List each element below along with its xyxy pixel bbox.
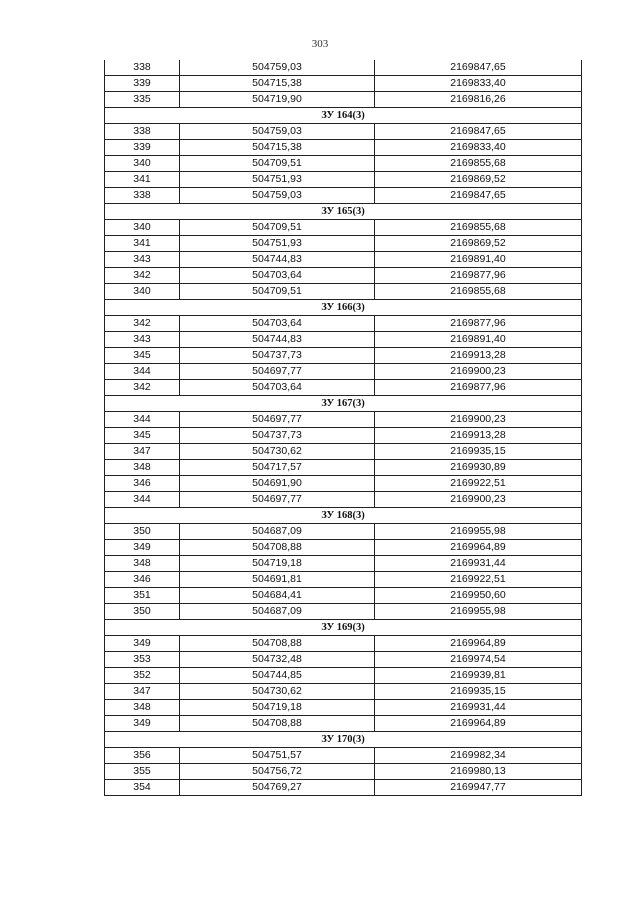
point-number-cell: 340 [105, 284, 180, 300]
y-coordinate-cell: 2169935,15 [375, 444, 582, 460]
point-number-cell: 355 [105, 764, 180, 780]
point-number-cell: 346 [105, 476, 180, 492]
section-header-row [105, 620, 582, 636]
section-title: ЗУ 167(3) [105, 396, 582, 412]
y-coordinate-cell: 2169930,89 [375, 460, 582, 476]
table-row [105, 316, 582, 332]
x-coordinate-cell: 504737,73 [180, 348, 375, 364]
table-row [105, 380, 582, 396]
y-coordinate-cell: 2169913,28 [375, 428, 582, 444]
table-row [105, 140, 582, 156]
x-coordinate-cell: 504708,88 [180, 636, 375, 652]
coordinates-table [104, 60, 582, 796]
x-coordinate-cell: 504709,51 [180, 156, 375, 172]
point-number-cell: 348 [105, 460, 180, 476]
table-row [105, 748, 582, 764]
y-coordinate-cell: 2169855,68 [375, 220, 582, 236]
x-coordinate-cell: 504719,18 [180, 556, 375, 572]
point-number-cell: 347 [105, 684, 180, 700]
table-row [105, 364, 582, 380]
point-number-cell: 349 [105, 716, 180, 732]
x-coordinate-cell: 504717,57 [180, 460, 375, 476]
y-coordinate-cell: 2169974,54 [375, 652, 582, 668]
point-number-cell: 354 [105, 780, 180, 796]
point-number-cell: 345 [105, 428, 180, 444]
point-number-cell: 344 [105, 492, 180, 508]
y-coordinate-cell: 2169869,52 [375, 236, 582, 252]
point-number-cell: 339 [105, 76, 180, 92]
table-row [105, 412, 582, 428]
table-row [105, 444, 582, 460]
section-title: ЗУ 166(3) [105, 300, 582, 316]
x-coordinate-cell: 504759,03 [180, 60, 375, 76]
point-number-cell: 349 [105, 636, 180, 652]
y-coordinate-cell: 2169900,23 [375, 412, 582, 428]
x-coordinate-cell: 504737,73 [180, 428, 375, 444]
point-number-cell: 338 [105, 188, 180, 204]
point-number-cell: 341 [105, 172, 180, 188]
table-row [105, 348, 582, 364]
point-number-cell: 347 [105, 444, 180, 460]
point-number-cell: 346 [105, 572, 180, 588]
y-coordinate-cell: 2169964,89 [375, 636, 582, 652]
point-number-cell: 349 [105, 540, 180, 556]
table-row [105, 236, 582, 252]
x-coordinate-cell: 504708,88 [180, 716, 375, 732]
x-coordinate-cell: 504719,90 [180, 92, 375, 108]
point-number-cell: 348 [105, 700, 180, 716]
table-row [105, 684, 582, 700]
table-row [105, 60, 582, 76]
table-row [105, 764, 582, 780]
point-number-cell: 350 [105, 604, 180, 620]
y-coordinate-cell: 2169855,68 [375, 156, 582, 172]
y-coordinate-cell: 2169982,34 [375, 748, 582, 764]
table-row [105, 284, 582, 300]
table-row [105, 124, 582, 140]
point-number-cell: 342 [105, 316, 180, 332]
table-row [105, 492, 582, 508]
point-number-cell: 344 [105, 412, 180, 428]
table-row [105, 460, 582, 476]
page-number: 303 [311, 38, 329, 50]
table-row [105, 524, 582, 540]
y-coordinate-cell: 2169900,23 [375, 364, 582, 380]
x-coordinate-cell: 504703,64 [180, 268, 375, 284]
section-title: ЗУ 164(3) [105, 108, 582, 124]
point-number-cell: 340 [105, 220, 180, 236]
x-coordinate-cell: 504730,62 [180, 444, 375, 460]
point-number-cell: 344 [105, 364, 180, 380]
y-coordinate-cell: 2169855,68 [375, 284, 582, 300]
table-row [105, 604, 582, 620]
section-header-row [105, 300, 582, 316]
section-header-row [105, 508, 582, 524]
table-row [105, 572, 582, 588]
y-coordinate-cell: 2169955,98 [375, 604, 582, 620]
y-coordinate-cell: 2169847,65 [375, 124, 582, 140]
x-coordinate-cell: 504687,09 [180, 524, 375, 540]
table-row [105, 540, 582, 556]
x-coordinate-cell: 504709,51 [180, 284, 375, 300]
x-coordinate-cell: 504751,93 [180, 236, 375, 252]
table-row [105, 268, 582, 284]
y-coordinate-cell: 2169833,40 [375, 140, 582, 156]
y-coordinate-cell: 2169847,65 [375, 60, 582, 76]
x-coordinate-cell: 504687,09 [180, 604, 375, 620]
table-row [105, 252, 582, 268]
section-title: ЗУ 168(3) [105, 508, 582, 524]
section-title: ЗУ 170(3) [105, 732, 582, 748]
y-coordinate-cell: 2169869,52 [375, 172, 582, 188]
x-coordinate-cell: 504756,72 [180, 764, 375, 780]
x-coordinate-cell: 504744,83 [180, 332, 375, 348]
y-coordinate-cell: 2169922,51 [375, 572, 582, 588]
y-coordinate-cell: 2169931,44 [375, 700, 582, 716]
table-row [105, 588, 582, 604]
x-coordinate-cell: 504744,85 [180, 668, 375, 684]
section-header-row [105, 108, 582, 124]
y-coordinate-cell: 2169922,51 [375, 476, 582, 492]
x-coordinate-cell: 504691,90 [180, 476, 375, 492]
table-row [105, 668, 582, 684]
y-coordinate-cell: 2169980,13 [375, 764, 582, 780]
x-coordinate-cell: 504703,64 [180, 380, 375, 396]
table-row [105, 220, 582, 236]
x-coordinate-cell: 504732,48 [180, 652, 375, 668]
table-row [105, 188, 582, 204]
x-coordinate-cell: 504715,38 [180, 76, 375, 92]
table-row [105, 92, 582, 108]
x-coordinate-cell: 504769,27 [180, 780, 375, 796]
point-number-cell: 340 [105, 156, 180, 172]
x-coordinate-cell: 504708,88 [180, 540, 375, 556]
table-row [105, 780, 582, 796]
x-coordinate-cell: 504751,93 [180, 172, 375, 188]
y-coordinate-cell: 2169891,40 [375, 332, 582, 348]
x-coordinate-cell: 504759,03 [180, 124, 375, 140]
y-coordinate-cell: 2169891,40 [375, 252, 582, 268]
table-row [105, 476, 582, 492]
table-row [105, 428, 582, 444]
point-number-cell: 348 [105, 556, 180, 572]
point-number-cell: 339 [105, 140, 180, 156]
y-coordinate-cell: 2169847,65 [375, 188, 582, 204]
point-number-cell: 338 [105, 60, 180, 76]
y-coordinate-cell: 2169913,28 [375, 348, 582, 364]
table-row [105, 76, 582, 92]
point-number-cell: 343 [105, 252, 180, 268]
table-row [105, 172, 582, 188]
y-coordinate-cell: 2169964,89 [375, 540, 582, 556]
point-number-cell: 343 [105, 332, 180, 348]
x-coordinate-cell: 504684,41 [180, 588, 375, 604]
x-coordinate-cell: 504703,64 [180, 316, 375, 332]
x-coordinate-cell: 504697,77 [180, 412, 375, 428]
section-title: ЗУ 165(3) [105, 204, 582, 220]
table-row [105, 332, 582, 348]
x-coordinate-cell: 504744,83 [180, 252, 375, 268]
y-coordinate-cell: 2169816,26 [375, 92, 582, 108]
x-coordinate-cell: 504751,57 [180, 748, 375, 764]
y-coordinate-cell: 2169955,98 [375, 524, 582, 540]
y-coordinate-cell: 2169964,89 [375, 716, 582, 732]
point-number-cell: 353 [105, 652, 180, 668]
y-coordinate-cell: 2169935,15 [375, 684, 582, 700]
y-coordinate-cell: 2169877,96 [375, 380, 582, 396]
point-number-cell: 350 [105, 524, 180, 540]
y-coordinate-cell: 2169900,23 [375, 492, 582, 508]
section-header-row [105, 204, 582, 220]
point-number-cell: 341 [105, 236, 180, 252]
y-coordinate-cell: 2169877,96 [375, 268, 582, 284]
y-coordinate-cell: 2169950,60 [375, 588, 582, 604]
point-number-cell: 342 [105, 380, 180, 396]
table-row [105, 156, 582, 172]
y-coordinate-cell: 2169833,40 [375, 76, 582, 92]
y-coordinate-cell: 2169931,44 [375, 556, 582, 572]
table-row [105, 636, 582, 652]
point-number-cell: 352 [105, 668, 180, 684]
section-header-row [105, 396, 582, 412]
coordinates-table-body [105, 60, 582, 796]
table-row [105, 652, 582, 668]
point-number-cell: 351 [105, 588, 180, 604]
point-number-cell: 342 [105, 268, 180, 284]
x-coordinate-cell: 504697,77 [180, 492, 375, 508]
table-row [105, 700, 582, 716]
y-coordinate-cell: 2169877,96 [375, 316, 582, 332]
point-number-cell: 345 [105, 348, 180, 364]
x-coordinate-cell: 504730,62 [180, 684, 375, 700]
x-coordinate-cell: 504697,77 [180, 364, 375, 380]
y-coordinate-cell: 2169939,81 [375, 668, 582, 684]
x-coordinate-cell: 504691,81 [180, 572, 375, 588]
point-number-cell: 356 [105, 748, 180, 764]
x-coordinate-cell: 504759,03 [180, 188, 375, 204]
table-row [105, 716, 582, 732]
x-coordinate-cell: 504715,38 [180, 140, 375, 156]
section-title: ЗУ 169(3) [105, 620, 582, 636]
point-number-cell: 338 [105, 124, 180, 140]
x-coordinate-cell: 504719,18 [180, 700, 375, 716]
section-header-row [105, 732, 582, 748]
y-coordinate-cell: 2169947,77 [375, 780, 582, 796]
x-coordinate-cell: 504709,51 [180, 220, 375, 236]
point-number-cell: 335 [105, 92, 180, 108]
table-row [105, 556, 582, 572]
